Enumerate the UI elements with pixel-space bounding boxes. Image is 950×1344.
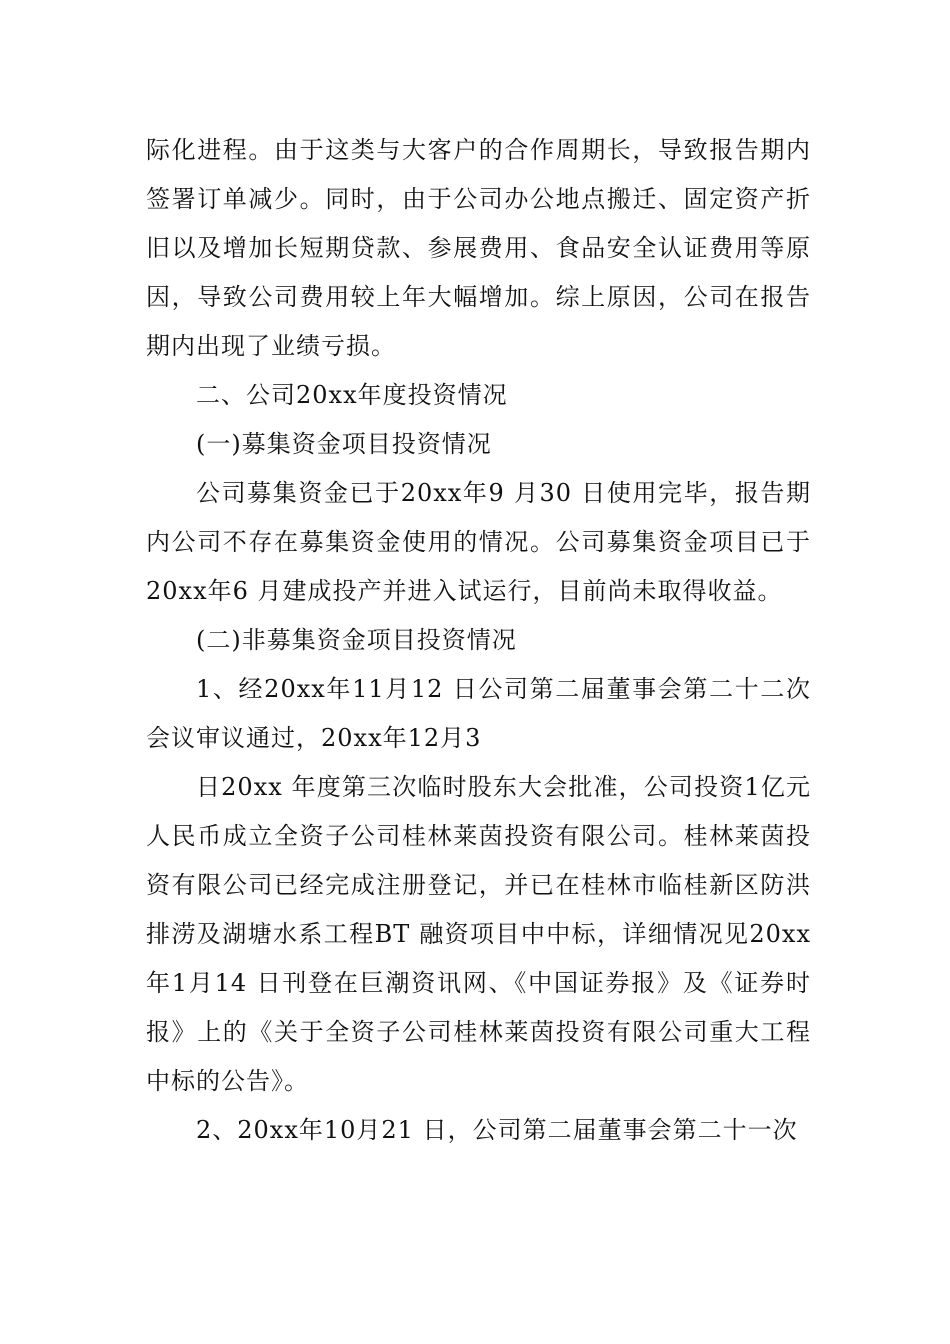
- paragraph-item-1: 1、经20xx年11月12 日公司第二届董事会第二十二次会议审议通过，20xx年12月3: [146, 675, 811, 752]
- section-heading-investment: 二、公司20xx年度投资情况: [196, 381, 508, 409]
- subsection-heading-non-raised-funds: (二)非募集资金项目投资情况: [196, 626, 517, 654]
- subsection-heading-raised-funds: (一)募集资金项目投资情况: [196, 430, 492, 458]
- paragraph-raised-funds: 公司募集资金已于20xx年9 月30 日使用完毕，报告期内公司不存在募集资金使用的情况。公司募集资金项目已于20xx年6 月建成投产并进入试运行，目前尚未取得收益。: [146, 479, 811, 605]
- paragraph-item-1-continued: 日20xx 年度第三次临时股东大会批准，公司投资1亿元人民币成立全资子公司桂林莱茵投资有限公司。桂林莱茵投资有限公司已经完成注册登记，并已在桂林市临桂新区防洪排涝及湖塘水系工程BT 融资项目中中标，详细情况见20xx年1月14 日刊登在巨潮资讯网、《中国证券报》及《证券时报》上的《关于全资子公司桂林莱茵投资有限公司重大工程中标的公告》。: [146, 773, 811, 1095]
- document-body: [146, 126, 811, 1155]
- paragraph-item-2: 2、20xx年10月21 日，公司第二届董事会第二十一次: [196, 1116, 798, 1144]
- paragraph-continuation: 际化进程。由于这类与大客户的合作周期长，导致报告期内签署订单减少。同时，由于公司办公地点搬迁、固定资产折旧以及增加长短期贷款、参展费用、食品安全认证费用等原因，导致公司费用较上年大幅增加。综上原因，公司在报告期内出现了业绩亏损。: [146, 136, 811, 360]
